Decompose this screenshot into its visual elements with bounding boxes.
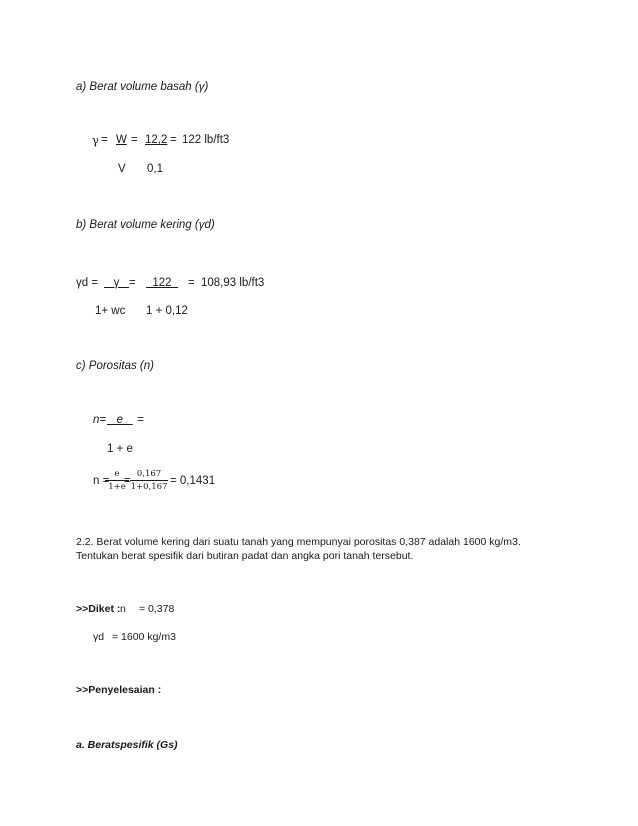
- diket-n-value: = 0,378: [139, 603, 175, 615]
- fraction-denominator: 1+0,167: [130, 482, 168, 492]
- diket-gamma-d-label: γd: [93, 631, 105, 643]
- porosity-lhs: n=: [93, 414, 107, 426]
- numerator-gamma: γ: [104, 277, 129, 289]
- gamma-symbol: γ: [92, 133, 99, 147]
- equals-sign: =: [137, 414, 144, 426]
- denominator-1-plus-e: 1 + e: [107, 443, 133, 455]
- heading-berat-spesifik: a. Beratspesifik (Gs): [76, 739, 178, 751]
- heading-porositas: c) Porositas (n): [76, 360, 154, 372]
- fraction-numerator: 0,167: [130, 469, 168, 481]
- equals-sign: =: [188, 277, 195, 289]
- problem-text-line-2: Tentukan berat spesifik dari butiran padat dan angka pori tanah tersebut.: [76, 550, 414, 562]
- porosity-result: = 0,1431: [170, 475, 216, 487]
- fraction-value: [130, 469, 168, 492]
- result-gamma-d: 108,93 lb/ft3: [201, 277, 265, 289]
- diket-gamma-d-value: = 1600 kg/m3: [112, 631, 176, 643]
- denominator-v: V: [118, 163, 126, 175]
- equals-sign: =: [124, 475, 131, 487]
- numerator-e: e: [107, 414, 133, 426]
- gamma-d-lhs: γd =: [76, 277, 99, 289]
- heading-berat-volume-basah: a) Berat volume basah (γ): [76, 81, 209, 93]
- denominator-1-wc: 1+ wc: [95, 305, 126, 317]
- equals-sign: =: [101, 134, 108, 146]
- equals-sign: =: [129, 277, 136, 289]
- denominator-value: 0,1: [147, 163, 163, 175]
- diket-n-label: n: [120, 603, 126, 615]
- equals-sign: =: [170, 134, 177, 146]
- porosity-calc-lhs: n =: [93, 475, 110, 487]
- denominator-1-012: 1 + 0,12: [146, 305, 188, 317]
- fraction-numerator: e: [105, 469, 129, 481]
- problem-text-line-1: 2.2. Berat volume kering dari suatu tanah yang mempunyai porositas 0,387 adalah 1600 kg/m3.: [76, 536, 521, 548]
- fraction-denominator: 1+e: [108, 482, 126, 492]
- result-gamma: 122 lb/ft3: [182, 134, 230, 146]
- numerator-value: 12,2: [145, 134, 168, 146]
- numerator-w: W: [116, 134, 127, 146]
- penyelesaian-label: >>Penyelesaian :: [76, 684, 162, 696]
- diket-label: >>Diket :: [76, 603, 121, 615]
- heading-berat-volume-kering: b) Berat volume kering (γd): [76, 219, 215, 231]
- equals-sign: =: [131, 134, 138, 146]
- numerator-122: 122: [146, 277, 178, 289]
